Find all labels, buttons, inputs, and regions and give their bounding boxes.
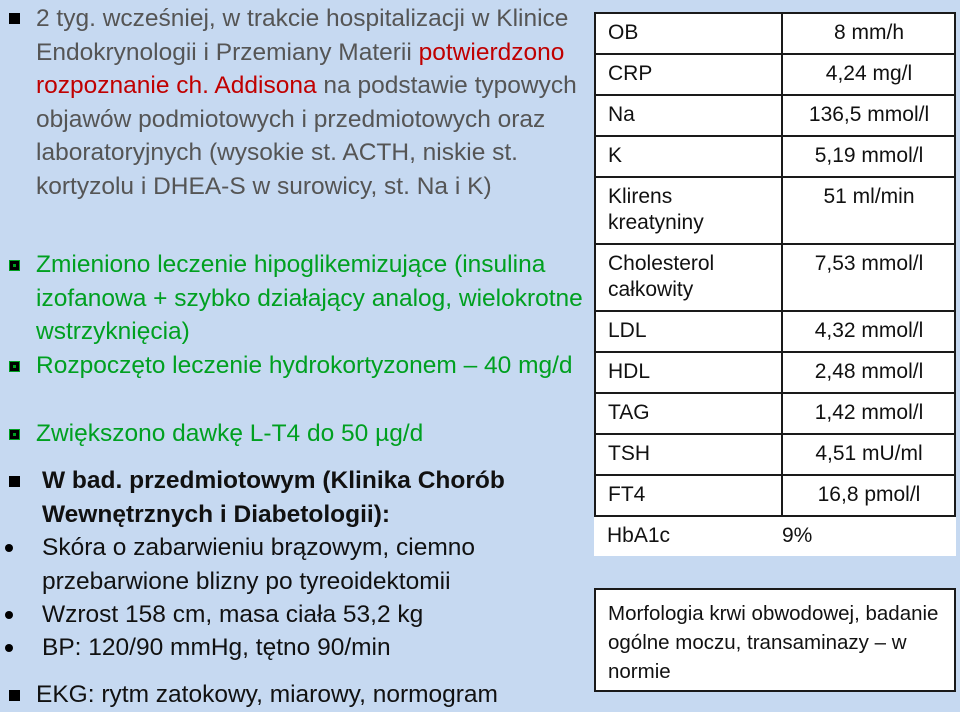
lab-row xyxy=(595,393,955,434)
lab-name-cell: TAG xyxy=(595,393,782,434)
bp-text: BP: 120/90 mmHg, tętno 90/min xyxy=(42,634,391,661)
ekg-text: EKG: rytm zatokowy, miarowy, normogram xyxy=(36,681,498,708)
lab-row xyxy=(595,244,955,311)
lab-row xyxy=(595,311,955,352)
lab-value-cell: 4,32 mmol/l xyxy=(782,311,955,352)
square-bullet-icon xyxy=(9,429,20,440)
history-text: 2 tyg. wcześniej, w trakcie hospitalizacji w Klinice Endokrynologii i Przemiany Materii xyxy=(36,5,569,66)
lab-value-cell: 8 mm/h xyxy=(782,13,955,54)
lab-name-cell: Cholesterol całkowity xyxy=(595,244,782,311)
lab-name-cell: LDL xyxy=(595,311,782,352)
lab-value-cell: 16,8 pmol/l xyxy=(782,475,955,516)
lt4-text: Zwiększono dawkę L-T4 do 50 µg/d xyxy=(36,420,424,447)
lab-row xyxy=(595,54,955,95)
lab-row xyxy=(595,352,955,393)
lab-name-cell: Klirens kreatyniny xyxy=(595,177,782,244)
lab-value-cell: 2,48 mmol/l xyxy=(782,352,955,393)
exam-heading-text: W bad. przedmiotowym (Klinika Chorób Wewnętrznych i Diabetologii): xyxy=(42,467,505,528)
lab-value-cell: 51 ml/min xyxy=(782,177,955,244)
lab-name-cell: HbA1c xyxy=(607,524,671,547)
lab-value-cell: 136,5 mmol/l xyxy=(782,95,955,136)
lab-name-cell: CRP xyxy=(595,54,782,95)
lab-row xyxy=(595,136,955,177)
hydrocortisone-text: Rozpoczęto leczenie hydrokortyzonem – 40 mg/d xyxy=(36,352,573,379)
lab-row xyxy=(595,13,955,54)
square-bullet-icon xyxy=(9,690,20,701)
diagnosis-text: potwierdzono rozpoznanie ch. Addisona xyxy=(36,38,565,99)
lab-row xyxy=(595,177,955,244)
lab-row xyxy=(595,434,955,475)
lab-value-cell: 4,24 mg/l xyxy=(782,54,955,95)
skin-text: Skóra o zabarwieniu brązowym, ciemno przebarwione blizny po tyreoidektomii xyxy=(42,534,476,595)
history-rest-text: na podstawie typowych objawów podmiotowych i przedmiotowych oraz laboratoryjnych (wysokie st. ACTH, niskie st. kortyzolu i DHEA-S w surowicy, st. Na i K) xyxy=(36,72,577,200)
lab-value-cell: 1,42 mmol/l xyxy=(782,393,955,434)
lab-name-cell: K xyxy=(595,136,782,177)
lab-value-cell: 5,19 mmol/l xyxy=(782,136,955,177)
lab-name-cell: Na xyxy=(595,95,782,136)
square-bullet-icon xyxy=(9,13,20,24)
lab-row xyxy=(595,95,955,136)
lab-name-cell: FT4 xyxy=(595,475,782,516)
lab-row xyxy=(595,516,955,556)
lab-value-cell: 4,51 mU/ml xyxy=(782,434,955,475)
treatment-change-text: Zmieniono leczenie hipoglikemizujące (insulina izofanowa + szybko działający analog, wielokrotne wstrzyknięcia) xyxy=(36,251,583,345)
dot-bullet-icon xyxy=(5,544,13,552)
lab-row xyxy=(595,475,955,516)
lab-value-cell: 7,53 mmol/l xyxy=(782,244,955,311)
lab-name-cell: TSH xyxy=(595,434,782,475)
square-bullet-icon xyxy=(9,361,20,372)
lab-results-table xyxy=(594,12,956,556)
square-bullet-icon xyxy=(9,476,20,487)
lab-name-cell: OB xyxy=(595,13,782,54)
morphology-box: Morfologia krwi obwodowej, badanie ogólne moczu, transaminazy – w normie xyxy=(594,588,956,692)
lab-value-cell: 9% xyxy=(782,524,813,547)
height-weight-text: Wzrost 158 cm, masa ciała 53,2 kg xyxy=(42,601,424,628)
square-bullet-icon xyxy=(9,260,20,271)
dot-bullet-icon xyxy=(5,611,13,619)
lab-name-cell: HDL xyxy=(595,352,782,393)
dot-bullet-icon xyxy=(5,644,13,652)
